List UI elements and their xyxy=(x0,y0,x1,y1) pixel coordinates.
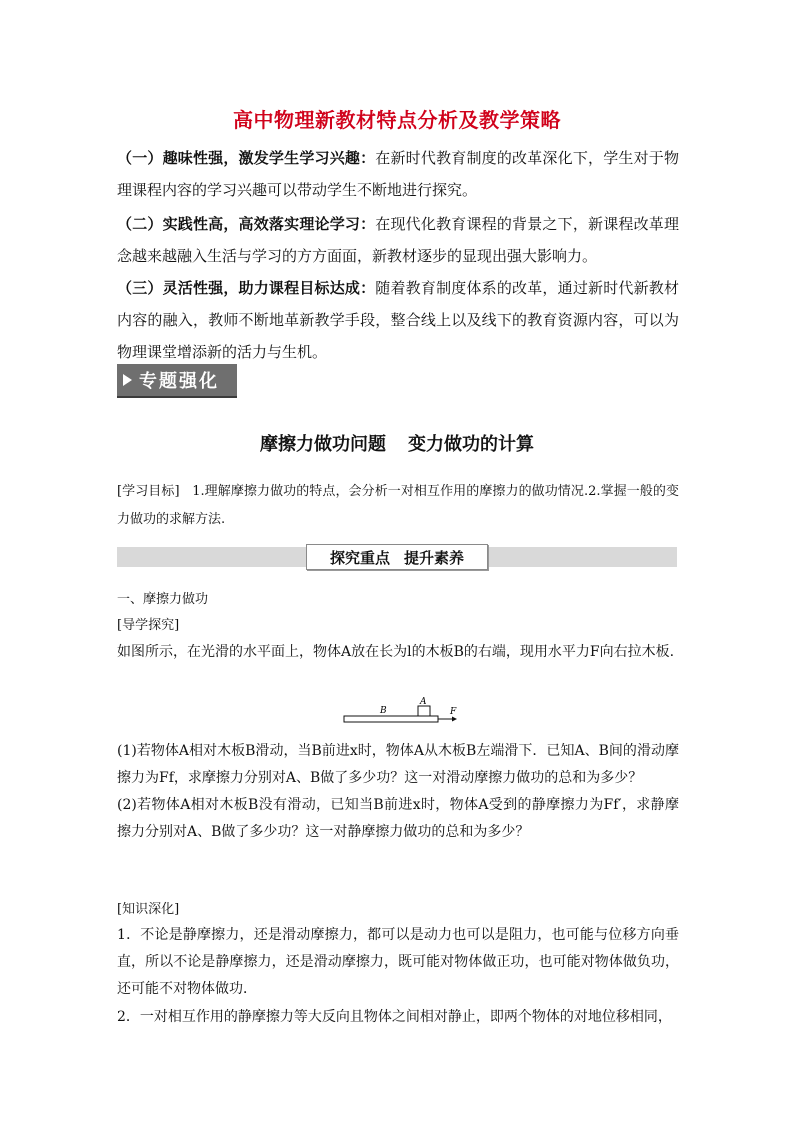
point-3-text: 随着教育制度体系的改革，通过新时代新教材内容的融入，教师不断地革新教学手段，整合线上以及线下的教育资源内容，可以为物理课堂增添新的活力与生机。 xyxy=(117,279,679,361)
point-2-heading: （二）实践性高，高效落实理论学习： xyxy=(117,215,376,233)
point-3-heading: （三）灵活性强，助力课程目标达成： xyxy=(117,279,376,297)
section-title-part-a: 摩擦力做功问题 xyxy=(260,434,386,455)
knowledge-point-2: 2．一对相互作用的静摩擦力等大反向且物体之间相对静止，即两个物体的对地位移相同， xyxy=(117,1009,672,1025)
point-3 xyxy=(117,272,679,368)
learning-goals xyxy=(117,478,679,534)
point-1-heading: （一）趣味性强，激发学生学习兴趣： xyxy=(117,149,376,167)
topic-banner xyxy=(117,364,237,398)
label-f: F xyxy=(450,707,457,717)
board-b xyxy=(344,716,438,722)
topic-banner-label: 专题强化 xyxy=(139,371,219,392)
knowledge-point-1: 1．不论是静摩擦力，还是滑动摩擦力，都可以是动力也可以是阻力，也可能与位移方向垂直，所以不论是静摩擦力，还是滑动摩擦力，既可能对物体做正功，也可能对物体做负功，还可能不对物体做功． xyxy=(117,927,679,997)
goals-label: [学习目标] xyxy=(117,484,180,499)
band-left-label: 探究重点 xyxy=(329,548,390,567)
question-1: (1)若物体A相对木板B滑动，当B前进x时，物体A从木板B左端滑下．已知A、B间的滑动摩擦力为Ff，求摩擦力分别对A、B做了多少功？这一对滑动摩擦力做功的总和为多少？ xyxy=(117,743,679,786)
page-title: 高中物理新教材特点分析及教学策略 xyxy=(233,108,561,132)
point-1-text: 在新时代教育制度的改革深化下，学生对于物理课程内容的学习兴趣可以带动学生不断地进行探究。 xyxy=(117,149,679,199)
section-title xyxy=(0,430,794,456)
board-block-diagram xyxy=(340,694,460,730)
sub-heading: 一、摩擦力做功 xyxy=(117,592,209,607)
goals-text: 1.理解摩擦力做功的特点，会分析一对相互作用的摩擦力的做功情况.2.掌握一般的变力做功的求解方法. xyxy=(117,484,679,527)
question-2: (2)若物体A相对木板B没有滑动，已知当B前进x时，物体A受到的静摩擦力为Ff′，求静摩擦力分别对A、B做了多少功？这一对静摩擦力做功的总和为多少？ xyxy=(117,797,679,840)
point-1 xyxy=(117,142,679,206)
intro-paragraph: 如图所示，在光滑的水平面上，物体A放在长为l的木板B的右端，现用水平力F向右拉木板. xyxy=(117,644,675,660)
band-right-label: 提升素养 xyxy=(404,548,465,567)
point-2-text: 在现代化教育课程的背景之下，新课程改革理念越来越融入生活与学习的方方面面，新教材逐步的显现出强大影响力。 xyxy=(117,215,679,265)
label-a: A xyxy=(420,697,427,707)
section-band-label xyxy=(306,544,488,570)
label-b: B xyxy=(380,706,387,716)
deep-label: [知识深化] xyxy=(117,902,180,917)
block-a xyxy=(418,706,430,716)
play-triangle-icon xyxy=(123,374,132,386)
section-title-part-b: 变力做功的计算 xyxy=(408,434,534,455)
point-2 xyxy=(117,208,679,272)
arrow-head-icon xyxy=(452,717,457,722)
guide-label: [导学探究] xyxy=(117,618,180,633)
